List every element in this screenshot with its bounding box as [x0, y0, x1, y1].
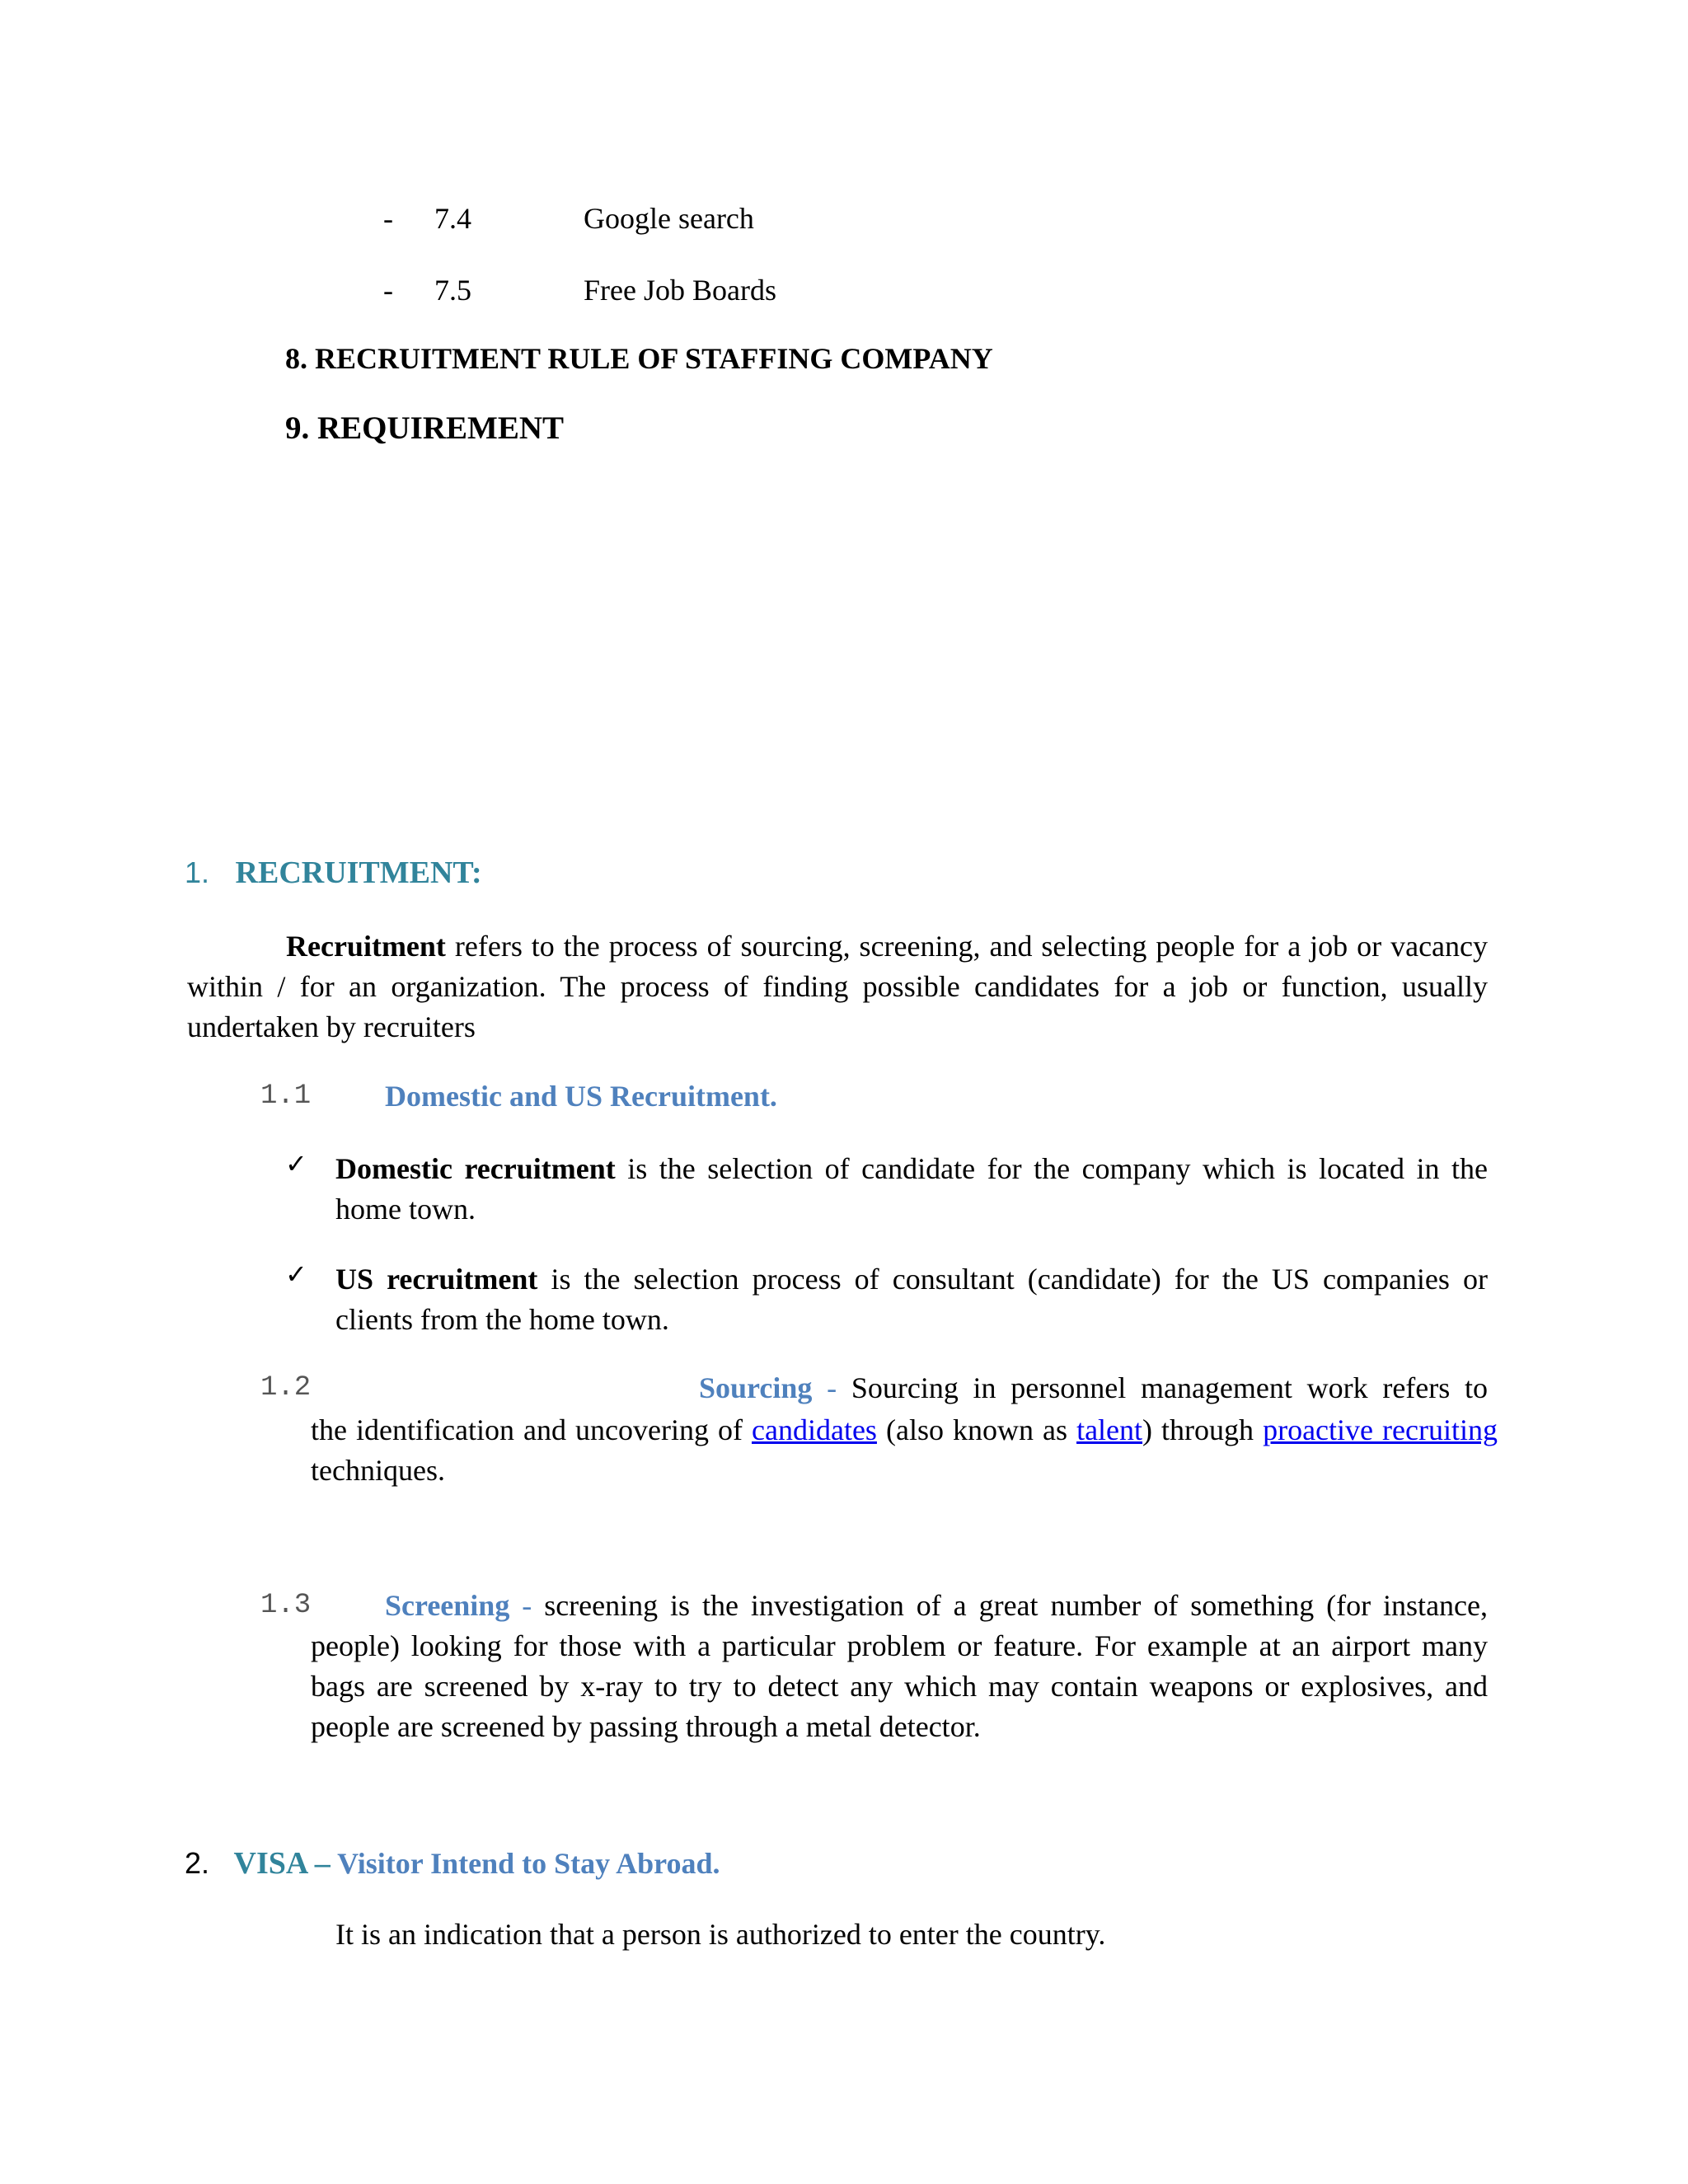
talent-link[interactable]: talent: [1076, 1413, 1143, 1446]
recruitment-definition-text: refers to the process of sourcing, screening, and selecting people for a job or vacancy within / for an organization. The process of finding possible candidates for a job or function, usually undertaken by recruiters: [187, 930, 1488, 1043]
screening-paragraph: [311, 1586, 1488, 1747]
section-1-number: 1.: [185, 855, 210, 889]
toc-number: 7.5: [434, 274, 471, 307]
sourcing-dash: -: [812, 1371, 851, 1404]
sourcing-paragraph: [311, 1410, 1498, 1491]
visa-definition: It is an indication that a person is authorized to enter the country.: [335, 1918, 1106, 1951]
section-2-subtitle: Visitor Intend to Stay Abroad.: [330, 1847, 720, 1880]
sourcing-title: Sourcing: [699, 1371, 813, 1404]
toc-section-8: 8. RECRUITMENT RULE OF STAFFING COMPANY: [285, 342, 993, 375]
recruitment-term: Recruitment: [286, 930, 446, 963]
screening-title: Screening: [385, 1589, 510, 1622]
toc-section-9: 9. REQUIREMENT: [285, 410, 565, 446]
bullet-text: is the selection process of consultant (candidate) for the US companies or clients from the home town.: [335, 1263, 1488, 1336]
section-2-title: VISA –: [233, 1846, 331, 1881]
subsection-number: 1.3: [260, 1590, 312, 1621]
checkmark-icon: ✓: [285, 1148, 307, 1179]
proactive-recruiting-link[interactable]: proactive recruiting: [1263, 1413, 1498, 1446]
section-1-title: RECRUITMENT:: [235, 855, 482, 890]
sourcing-first-line: [699, 1370, 1488, 1406]
sourcing-text: techniques.: [311, 1454, 445, 1487]
bullet-text: is the selection of candidate for the company which is located in the home town.: [335, 1152, 1488, 1226]
candidates-link[interactable]: candidates: [752, 1413, 877, 1446]
sourcing-text: ) through: [1142, 1413, 1264, 1446]
bullet-domestic-recruitment: [335, 1149, 1488, 1230]
toc-bullet: -: [383, 274, 393, 307]
toc-number: 7.4: [434, 202, 471, 235]
bullet-term: Domestic recruitment: [335, 1152, 616, 1185]
toc-item-google-search: Google search: [584, 202, 754, 235]
bullet-term: US recruitment: [335, 1263, 538, 1296]
screening-text: screening is the investigation of a great number of something (for instance, people) looking for those with a particular problem or feature. For example at an airport many bags are screened by x-ray to try to detect any which may contain weapons or explosives, and people are screened by passing through a metal detector.: [311, 1589, 1488, 1743]
subsection-1-1: [260, 1078, 311, 1118]
subsection-number: 1.1: [260, 1080, 312, 1112]
recruitment-definition: [187, 926, 1488, 1047]
screening-dash: -: [509, 1589, 545, 1622]
sourcing-text: Sourcing in personnel management work refers to: [851, 1371, 1488, 1404]
toc-bullet: -: [383, 202, 393, 235]
sourcing-text: (also known as: [876, 1413, 1077, 1446]
section-2-heading: [185, 1844, 720, 1882]
subsection-number: 1.2: [260, 1372, 312, 1404]
subsection-1-3: [260, 1587, 311, 1627]
subsection-1-1-title: Domestic and US Recruitment.: [385, 1080, 777, 1113]
bullet-us-recruitment: [335, 1259, 1488, 1340]
section-1-heading: [185, 854, 482, 892]
section-2-number: 2.: [185, 1846, 210, 1880]
checkmark-icon: ✓: [285, 1258, 307, 1290]
toc-item-free-job-boards: Free Job Boards: [584, 274, 776, 307]
sourcing-text: the identification and uncovering of: [311, 1413, 753, 1446]
subsection-1-2: [260, 1370, 311, 1409]
